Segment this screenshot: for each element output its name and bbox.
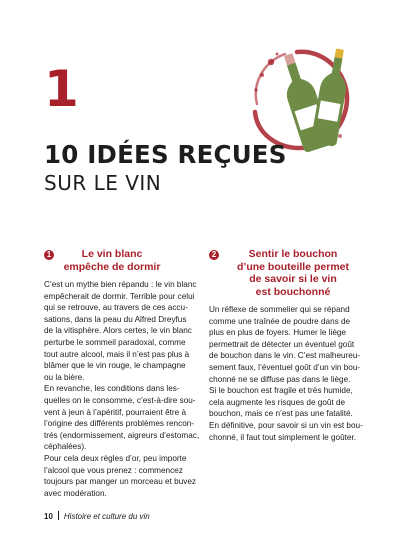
section-number-badge: 2 <box>209 250 219 260</box>
chapter-title-line-1: 10 IDÉES REÇUES <box>44 140 287 169</box>
section-2-heading <box>209 248 373 298</box>
body-line: perturbe le sommeil paradoxal, comme <box>44 337 186 347</box>
heading-line: d’une bouteille permet <box>236 260 349 273</box>
section-heading-text <box>223 248 363 298</box>
footer-divider <box>58 511 59 520</box>
heading-line: est bouchonné <box>255 285 331 298</box>
body-line: sement faux, l’éventuel goût d’un vin bou- <box>209 362 361 372</box>
body-line: l’alcool que vous prenez : commencez <box>44 465 183 475</box>
body-line: permettrait de détecter un éventuel goût <box>209 339 355 349</box>
body-line: En définitive, pour savoir si un vin est bou- <box>209 420 363 430</box>
body-line: quelles on le consomme, c’est-à-dire sou- <box>44 395 196 405</box>
body-line: empêcherait de dormir. Terrible pour celui <box>44 291 195 301</box>
section-heading-text <box>58 248 166 273</box>
body-line: avec modération. <box>44 488 107 498</box>
body-line: chonné, il faut tout simplement le goûter. <box>209 432 357 442</box>
body-line: C’est un mythe bien répandu : le vin blanc <box>44 280 197 289</box>
body-line: Un réflexe de sommelier qui se répand <box>209 305 350 314</box>
heading-line: empêche de dormir <box>63 260 161 273</box>
body-line: toujours par manger un morceau et buvez <box>44 477 197 487</box>
body-line: plus en plus de foyers. Humer le liège <box>209 328 346 338</box>
chapter-title-line-2: SUR LE VIN <box>44 171 162 195</box>
body-line: En revanche, les conditions dans les- <box>44 384 180 394</box>
page-footer <box>44 511 150 521</box>
body-line: Pour cela deux règles d’or, peu importe <box>44 453 187 463</box>
section-1 <box>44 248 208 499</box>
section-2 <box>209 248 373 443</box>
heading-line: Le vin blanc <box>81 248 143 260</box>
body-line: ou la bière. <box>44 372 85 382</box>
section-2-body <box>209 304 373 443</box>
body-line: céphalées). <box>44 442 87 452</box>
body-line: de bouchon dans le vin. C’est malheureu- <box>209 351 361 361</box>
body-line: comme une traînée de poudre dans de <box>209 316 351 326</box>
body-line: trés (endormissement, aigreurs d’estomac, <box>44 430 200 440</box>
body-line: l’origine des différents problèmes rencon- <box>44 419 195 429</box>
wine-bottles-icon <box>247 46 353 154</box>
body-line: bouchon, mais ce n’est pas une fatalité. <box>209 409 353 419</box>
body-line: cela augmente les risques de goût de <box>209 397 346 407</box>
body-line: sations, dans la peau du Alfred Dreyfus <box>44 314 187 324</box>
body-line: de la vitisphère. Alors certes, le vin blanc <box>44 326 192 336</box>
section-1-heading <box>44 248 208 273</box>
page-number: 10 <box>44 512 53 521</box>
body-line: vent à jeun à l’apéritif, pourraient être à <box>44 407 187 417</box>
body-line: qui se retrouve, au travers de ces accu- <box>44 303 188 313</box>
chapter-number: 1 <box>44 60 79 118</box>
body-line: chonné ne se diffuse pas dans le liège. <box>209 374 351 384</box>
body-line: tout autre alcool, mais il n’est pas plus à <box>44 349 190 359</box>
body-line: blâmer que le vin rouge, le champagne <box>44 361 186 371</box>
heading-line: de savoir si le vin <box>249 273 337 285</box>
body-line: Si le bouchon est fragile et très humide, <box>209 386 353 396</box>
section-1-body <box>44 279 208 499</box>
heading-line: Sentir le bouchon <box>248 248 338 260</box>
section-number-badge: 1 <box>44 250 54 260</box>
running-section-title: Histoire et culture du vin <box>63 512 150 521</box>
